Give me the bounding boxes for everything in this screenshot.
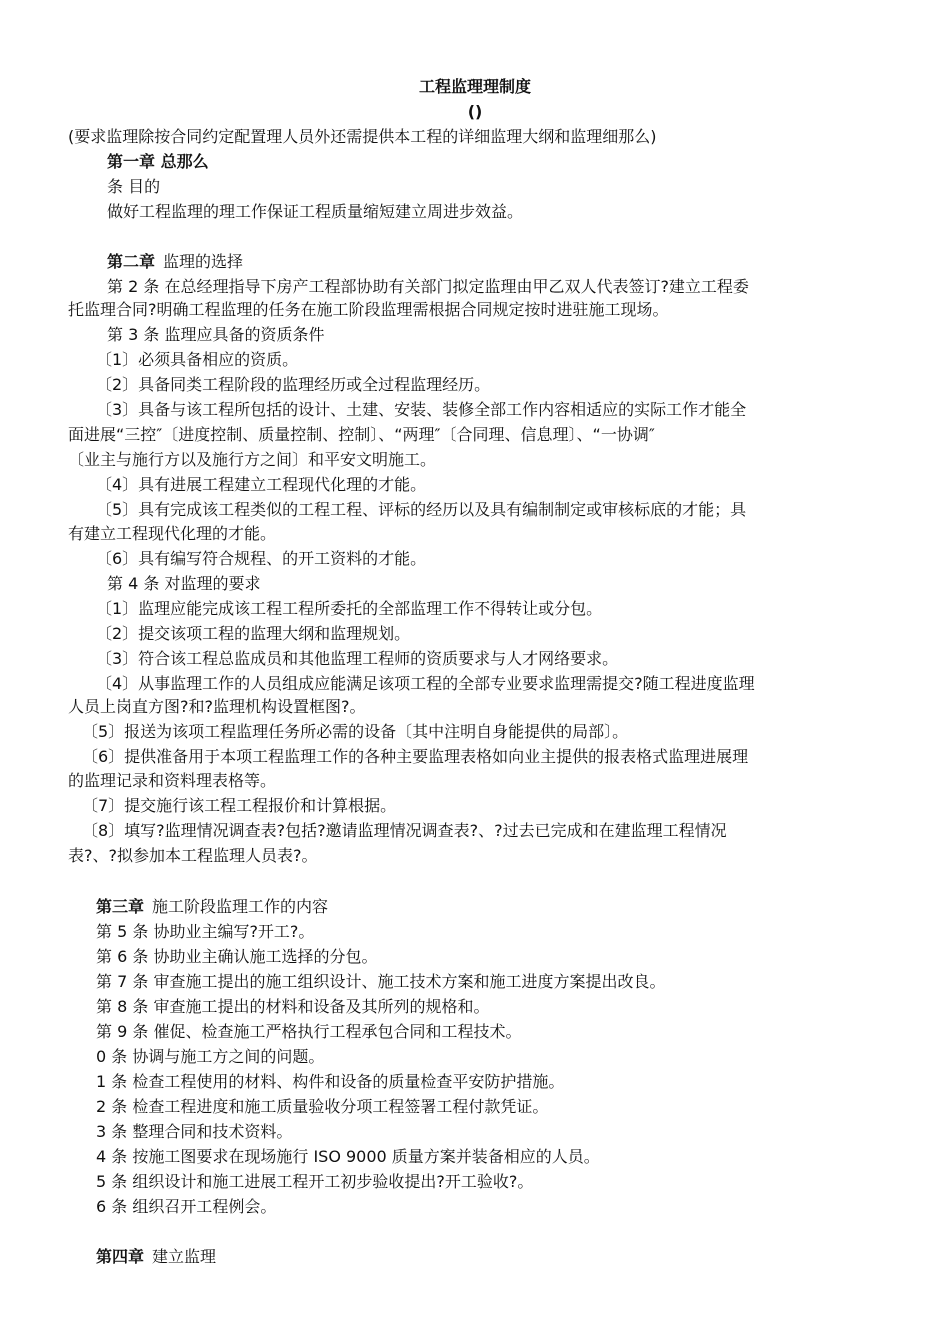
paragraph-line: 5 条 组织设计和施工进展工程开工初步验收提出?开工验收?。 [96,1172,534,1191]
chapter-2-number: 第二章 [107,252,156,271]
paragraph-line: 〔1〕监理应能完成该工程工程所委托的全部监理工作不得转让或分包。 [96,599,603,618]
chapter-4-heading [96,1247,216,1267]
chapter-2-title: 监理的选择 [163,252,244,271]
chapter-3-title: 施工阶段监理工作的内容 [152,897,329,916]
document-note: (要求监理除按合同约定配置理人员外还需提供本工程的详细监理大纲和监理细那么) [68,127,657,146]
paragraph-line: 托监理合同?明确工程监理的任务在施工阶段监理需根据合同规定按时进驻施工现场。 [68,300,669,319]
paragraph-line: 〔2〕具备同类工程阶段的监理经历或全过程监理经历。 [96,375,491,394]
paragraph-line: 〔5〕具有完成该工程类似的工程工程、评标的经历以及具有编制制定或审核标底的才能；具 [96,500,747,519]
paragraph-line: 〔3〕符合该工程总监成员和其他监理工程师的资质要求与人才网络要求。 [96,649,619,668]
paragraph-line: 〔2〕提交该项工程的监理大纲和监理规划。 [96,624,411,643]
paragraph-line: 第 8 条 审查施工提出的材料和设备及其所列的规格和。 [96,997,490,1016]
chapter-1-line: 做好工程监理的理工作保证工程质量缩短建立周进步效益。 [107,202,524,221]
paragraph-line: 〔1〕必须具备相应的资质。 [96,350,299,369]
document-subtitle: () [467,102,483,121]
paragraph-line: 表?、?拟参加本工程监理人员表?。 [68,846,318,865]
paragraph-line: 〔5〕报送为该项工程监理任务所必需的设备〔其中注明自身能提供的局部〕。 [82,722,629,741]
paragraph-line: 〔4〕从事监理工作的人员组成应能满足该项工程的全部专业要求监理需提交?随工程进度监理 [96,674,755,693]
document-title: 工程监理理制度 [418,77,531,96]
chapter-4-title: 建立监理 [152,1247,217,1266]
chapter-2-heading [107,252,243,272]
paragraph-line: 第 9 条 催促、检查施工严格执行工程承包合同和工程技术。 [96,1022,522,1041]
paragraph-line: 面进展“三控″〔进度控制、质量控制、控制〕、“两理″〔合同理、信息理〕、“一协调″ [68,425,655,444]
paragraph-line: 〔3〕具备与该工程所包括的设计、土建、安装、装修全部工作内容相适应的实际工作才能全 [96,400,747,419]
paragraph-line: 0 条 协调与施工方之间的问题。 [96,1047,325,1066]
paragraph-line: 6 条 组织召开工程例会。 [96,1197,277,1216]
paragraph-line: 4 条 按施工图要求在现场施行 ISO 9000 质量方案并装备相应的人员。 [96,1147,600,1166]
paragraph-line: 〔6〕具有编写符合规程、的开工资料的才能。 [96,549,427,568]
paragraph-line: 3 条 整理合同和技术资料。 [96,1122,293,1141]
paragraph-line: 〔业主与施行方以及施行方之间〕和平安文明施工。 [68,450,437,469]
chapter-1-heading: 第一章 总那么 [107,152,209,171]
paragraph-line: 第 3 条 监理应具备的资质条件 [107,325,325,344]
paragraph-line: 第 6 条 协助业主确认施工选择的分包。 [96,947,378,966]
paragraph-line: 第 4 条 对监理的要求 [107,574,261,593]
chapter-1-line: 条 目的 [107,177,161,196]
paragraph-line: 的监理记录和资料理表格等。 [68,771,277,790]
chapter-4-number: 第四章 [96,1247,145,1266]
paragraph-line: 人员上岗直方图?和?监理机构设置框图?。 [68,697,366,716]
paragraph-line: 〔6〕提供准备用于本项工程监理工作的各种主要监理表格如向业主提供的报表格式监理进展理 [82,747,749,766]
paragraph-line: 1 条 检查工程使用的材料、构件和设备的质量检查平安防护措施。 [96,1072,565,1091]
paragraph-line: 2 条 检查工程进度和施工质量验收分项工程签署工程付款凭证。 [96,1097,549,1116]
paragraph-line: 〔8〕填写?监理情况调查表?包括?邀请监理情况调查表?、?过去已完成和在建监理工程情况 [82,821,727,840]
paragraph-line: 有建立工程现代化理的才能。 [68,524,277,543]
chapter-3-number: 第三章 [96,897,145,916]
paragraph-line: 第 2 条 在总经理指导下房产工程部协助有关部门拟定监理由甲乙双人代表签订?建立工程委 [107,277,749,296]
paragraph-line: 〔4〕具有进展工程建立工程现代化理的才能。 [96,475,427,494]
paragraph-line: 〔7〕提交施行该工程工程报价和计算根据。 [82,796,397,815]
chapter-3-heading [96,897,328,917]
paragraph-line: 第 7 条 审查施工提出的施工组织设计、施工技术方案和施工进度方案提出改良。 [96,972,666,991]
paragraph-line: 第 5 条 协助业主编写?开工?。 [96,922,315,941]
